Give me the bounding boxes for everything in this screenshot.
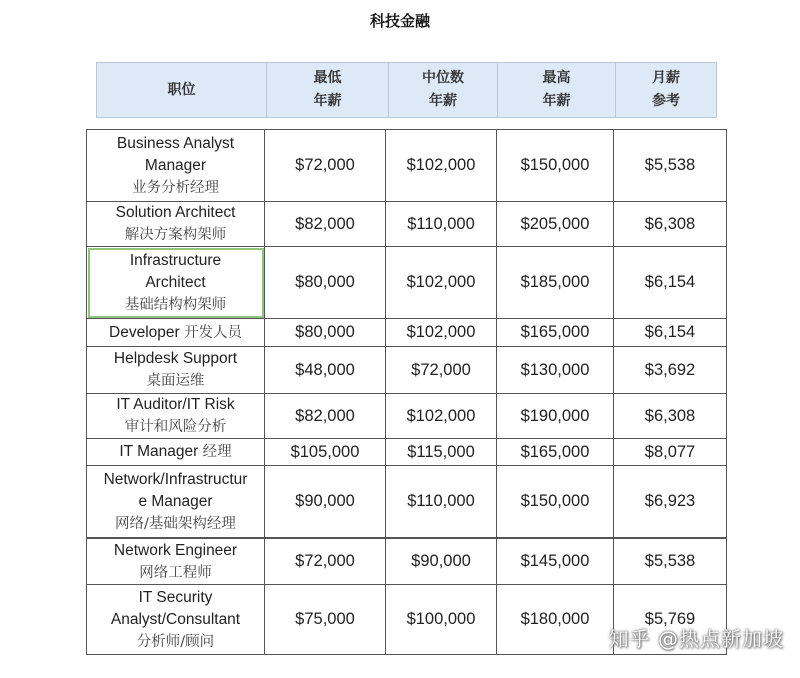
header-position: 职位	[97, 63, 267, 118]
median-salary-cell: $102,000	[386, 130, 497, 202]
table-row	[87, 130, 727, 202]
monthly-salary-cell: $6,154	[614, 247, 727, 319]
min-salary-cell: $48,000	[265, 347, 386, 394]
position-cell: Business Analyst Manager 业务分析经理	[87, 130, 265, 202]
min-salary-cell: $75,000	[265, 585, 386, 655]
watermark: 知乎 @热点新加坡	[608, 627, 784, 651]
salary-table-group-1	[86, 129, 727, 538]
median-salary-cell: $100,000	[386, 585, 497, 655]
monthly-salary-cell: $6,308	[614, 394, 727, 439]
monthly-salary-cell: $5,538	[614, 539, 727, 585]
max-salary-cell: $180,000	[497, 585, 614, 655]
position-cell: Helpdesk Support 桌面运维	[87, 347, 265, 394]
position-cell: Network Engineer 网络工程师	[87, 539, 265, 585]
position-cell: Solution Architect 解决方案构架师	[87, 202, 265, 247]
median-salary-cell: $110,000	[386, 202, 497, 247]
median-salary-cell: $110,000	[386, 466, 497, 538]
max-salary-cell: $190,000	[497, 394, 614, 439]
table-row	[87, 394, 727, 439]
position-cell: Developer 开发人员	[87, 319, 265, 347]
table-row	[87, 202, 727, 247]
header-monthly-salary: 月薪 参考	[616, 63, 717, 118]
position-cell: Network/Infrastructur e Manager 网络/基础架构经理	[87, 466, 265, 538]
median-salary-cell: $115,000	[386, 439, 497, 466]
median-salary-cell: $90,000	[386, 539, 497, 585]
monthly-salary-cell: $6,308	[614, 202, 727, 247]
min-salary-cell: $105,000	[265, 439, 386, 466]
monthly-salary-cell: $5,769	[614, 585, 727, 655]
min-salary-cell: $82,000	[265, 394, 386, 439]
min-salary-cell: $72,000	[265, 130, 386, 202]
max-salary-cell: $150,000	[497, 130, 614, 202]
position-cell: IT Security Analyst/Consultant 分析师/顾问	[87, 585, 265, 655]
min-salary-cell: $82,000	[265, 202, 386, 247]
max-salary-cell: $145,000	[497, 539, 614, 585]
position-cell: IT Manager 经理	[87, 439, 265, 466]
max-salary-cell: $165,000	[497, 319, 614, 347]
page-title: 科技金融	[369, 12, 430, 30]
table-row	[87, 347, 727, 394]
table-row	[87, 539, 727, 585]
median-salary-cell: $72,000	[386, 347, 497, 394]
monthly-salary-cell: $8,077	[614, 439, 727, 466]
max-salary-cell: $150,000	[497, 466, 614, 538]
median-salary-cell: $102,000	[386, 247, 497, 319]
max-salary-cell: $205,000	[497, 202, 614, 247]
header-median-salary: 中位数 年薪	[389, 63, 498, 118]
position-cell: IT Auditor/IT Risk 审计和风险分析	[87, 394, 265, 439]
table-row	[87, 439, 727, 466]
max-salary-cell: $185,000	[497, 247, 614, 319]
header-table	[96, 62, 717, 118]
max-salary-cell: $130,000	[497, 347, 614, 394]
max-salary-cell: $165,000	[497, 439, 614, 466]
header-max-salary: 最高 年薪	[498, 63, 616, 118]
position-cell: Infrastructure Architect 基础结构构架师	[87, 247, 265, 319]
min-salary-cell: $72,000	[265, 539, 386, 585]
median-salary-cell: $102,000	[386, 394, 497, 439]
table-row	[87, 247, 727, 319]
min-salary-cell: $90,000	[265, 466, 386, 538]
table-row	[87, 319, 727, 347]
median-salary-cell: $102,000	[386, 319, 497, 347]
table-row	[87, 466, 727, 538]
header-min-salary: 最低 年薪	[267, 63, 389, 118]
min-salary-cell: $80,000	[265, 247, 386, 319]
monthly-salary-cell: $5,538	[614, 130, 727, 202]
min-salary-cell: $80,000	[265, 319, 386, 347]
monthly-salary-cell: $6,154	[614, 319, 727, 347]
monthly-salary-cell: $6,923	[614, 466, 727, 538]
monthly-salary-cell: $3,692	[614, 347, 727, 394]
